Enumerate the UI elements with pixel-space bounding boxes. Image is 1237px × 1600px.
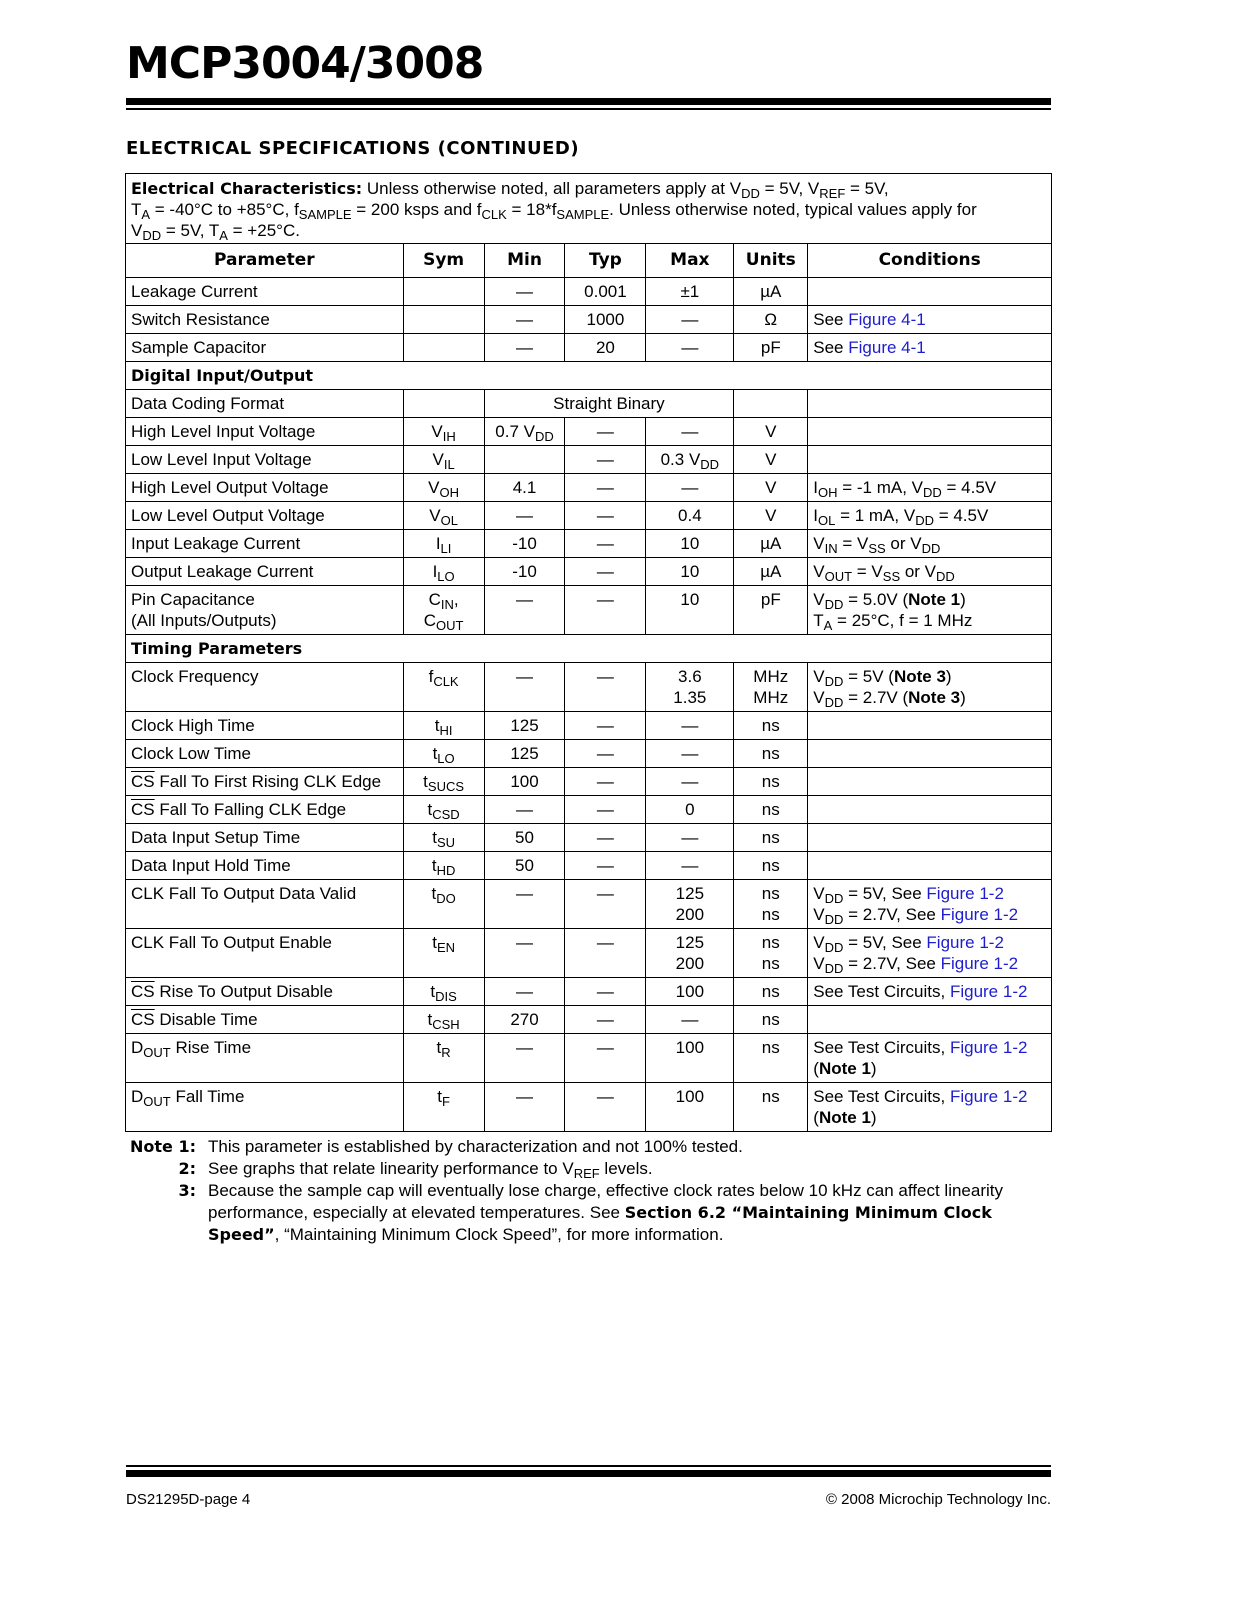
table-row: Switch Resistance — 1000 — Ω See Figure 4-1 [126, 306, 1052, 334]
figure-link[interactable]: Figure 1-2 [940, 905, 1019, 924]
table-row: $\overline{CS}$ Rise To Output Disable $t_{DIS}$ — — 100 ns See Test Circuits, Figure 1-2 [126, 978, 1052, 1006]
column-header: Units [734, 244, 808, 278]
footer-rule-thick [126, 1470, 1051, 1477]
table-row: Clock High Time $t_{HI}$ 125 — — ns [126, 712, 1052, 740]
column-header: Min [484, 244, 565, 278]
header-rule-thin [126, 108, 1051, 110]
column-header: Sym [403, 244, 484, 278]
table-row: Low Level Input Voltage $V_{IL}$ — 0.3 $V_{DD}$ V [126, 446, 1052, 474]
table-row: High Level Output Voltage $V_{OH}$ 4.1 — — V $I_{OH} = -1$ mA, $V_{DD} = 4.5V$ [126, 474, 1052, 502]
table-row: CLK Fall To Output Data Valid $t_{DO}$ — — 125 200 ns ns $V_{DD} = 5V$, See Figure 1-2 $V_{DD} = 2.7V$, See Figure 1-2 [126, 880, 1052, 929]
table-row: $\overline{CS}$ Fall To First Rising CLK Edge $t_{SUCS}$ 100 — — ns [126, 768, 1052, 796]
table-row: $\overline{CS}$ Disable Time $t_{CSH}$ 270 — — ns [126, 1006, 1052, 1034]
figure-link[interactable]: Figure 4-1 [848, 338, 926, 357]
group-header-row: Timing Parameters [126, 635, 1052, 663]
figure-link[interactable]: Figure 1-2 [926, 884, 1004, 903]
table-row: Data Input Setup Time $t_{SU}$ 50 — — ns [126, 824, 1052, 852]
footer-copyright: © 2008 Microchip Technology Inc. [825, 1491, 1051, 1508]
table-row: $D_{OUT}$ Fall Time $t_F$ — — 100 ns See Test Circuits, Figure 1-2 (Note 1) [126, 1083, 1052, 1132]
caption-row [126, 174, 1052, 244]
figure-link[interactable]: Figure 1-2 [940, 954, 1019, 973]
table-row: Data Coding Format Straight Binary [126, 390, 1052, 418]
table-row: Data Input Hold Time $t_{HD}$ 50 — — ns [126, 852, 1052, 880]
figure-link[interactable]: Figure 1-2 [926, 933, 1004, 952]
table-row: Clock Frequency $f_{CLK}$ — — 3.6 1.35 MHz MHz $V_{DD} = 5V$ (Note 3) $V_{DD} = 2.7V$ (Note 3) [126, 663, 1052, 712]
table-row: High Level Input Voltage $V_{IH}$ 0.7 $V_{DD}$ — — V [126, 418, 1052, 446]
figure-link[interactable]: Figure 1-2 [949, 1038, 1028, 1057]
table-caption: Electrical Characteristics: Unless otherwise noted, all parameters apply at $V_{DD} = 5V$, $V_{REF} = 5V$, $T_A = -40^\circ C$ to +85°C, $f_{SAMPLE} = 200$ ksps and $f_{CLK} = 18*f_{SAMPLE}$. Unless otherwise noted, typical values apply for $V_{DD} = 5V$, $T_A = +25^\circ C$. [126, 174, 1052, 244]
table-row: Low Level Output Voltage $V_{OL}$ — — 0.4 V $I_{OL} = 1$ mA, $V_{DD} = 4.5V$ [126, 502, 1052, 530]
table-notes [130, 1136, 1050, 1246]
note-3: 3: Because the sample cap will eventually lose charge, effective clock rates below 10 kHz can affect linearity performance, especially at elevated temperatures. See Section 6.2 “Maintaining Minimum Clock Speed”, “Maintaining Minimum Clock Speed”, for more information. [178, 1181, 1004, 1244]
column-header: Max [646, 244, 734, 278]
column-header: Typ [565, 244, 646, 278]
document-title: MCP3004/3008 [126, 38, 484, 89]
table-row: Leakage Current — 0.001 ±1 µA [126, 278, 1052, 306]
table-row: Input Leakage Current $I_{LI}$ -10 — 10 µA $V_{IN} = V_{SS}$ or $V_{DD}$ [126, 530, 1052, 558]
note-1: Note 1: This parameter is established by characterization and not 100% tested. [130, 1137, 743, 1156]
header-rule-thick [126, 98, 1051, 105]
footer-page-number: DS21295D-page 4 [126, 1491, 251, 1508]
table-row: Pin Capacitance (All Inputs/Outputs) $C_{IN}$, $C_{OUT}$ — — 10 pF $V_{DD} = 5.0V$ (Note 1) $T_A = 25^\circ C$, f = 1 MHz [126, 586, 1052, 635]
section-heading: ELECTRICAL SPECIFICATIONS (CONTINUED) [126, 138, 580, 159]
table-row: Clock Low Time $t_{LO}$ 125 — — ns [126, 740, 1052, 768]
table-row: $D_{OUT}$ Rise Time $t_R$ — — 100 ns See Test Circuits, Figure 1-2 (Note 1) [126, 1034, 1052, 1083]
table-row: Output Leakage Current $I_{LO}$ -10 — 10 µA $V_{OUT} = V_{SS}$ or $V_{DD}$ [126, 558, 1052, 586]
table-row: Sample Capacitor — 20 — pF See Figure 4-1 [126, 334, 1052, 362]
section-reference: Section 6.2 “Maintaining Minimum Clock Speed” [208, 1203, 992, 1244]
figure-link[interactable]: Figure 1-2 [949, 982, 1028, 1001]
header-row [126, 244, 1052, 278]
figure-link[interactable]: Figure 4-1 [848, 310, 926, 329]
figure-link[interactable]: Figure 1-2 [949, 1087, 1028, 1106]
footer-rule-thin [126, 1465, 1051, 1467]
note-2: 2: See graphs that relate linearity performance to $V_{REF}$ levels. [178, 1159, 653, 1181]
table-row: $\overline{CS}$ Fall To Falling CLK Edge $t_{CSD}$ — — 0 ns [126, 796, 1052, 824]
electrical-specifications-table [125, 173, 1052, 1132]
column-header: Parameter [126, 244, 404, 278]
column-header: Conditions [808, 244, 1052, 278]
group-header-row: Digital Input/Output [126, 362, 1052, 390]
table-row: CLK Fall To Output Enable $t_{EN}$ — — 125 200 ns ns $V_{DD} = 5V$, See Figure 1-2 $V_{DD} = 2.7V$, See Figure 1-2 [126, 929, 1052, 978]
